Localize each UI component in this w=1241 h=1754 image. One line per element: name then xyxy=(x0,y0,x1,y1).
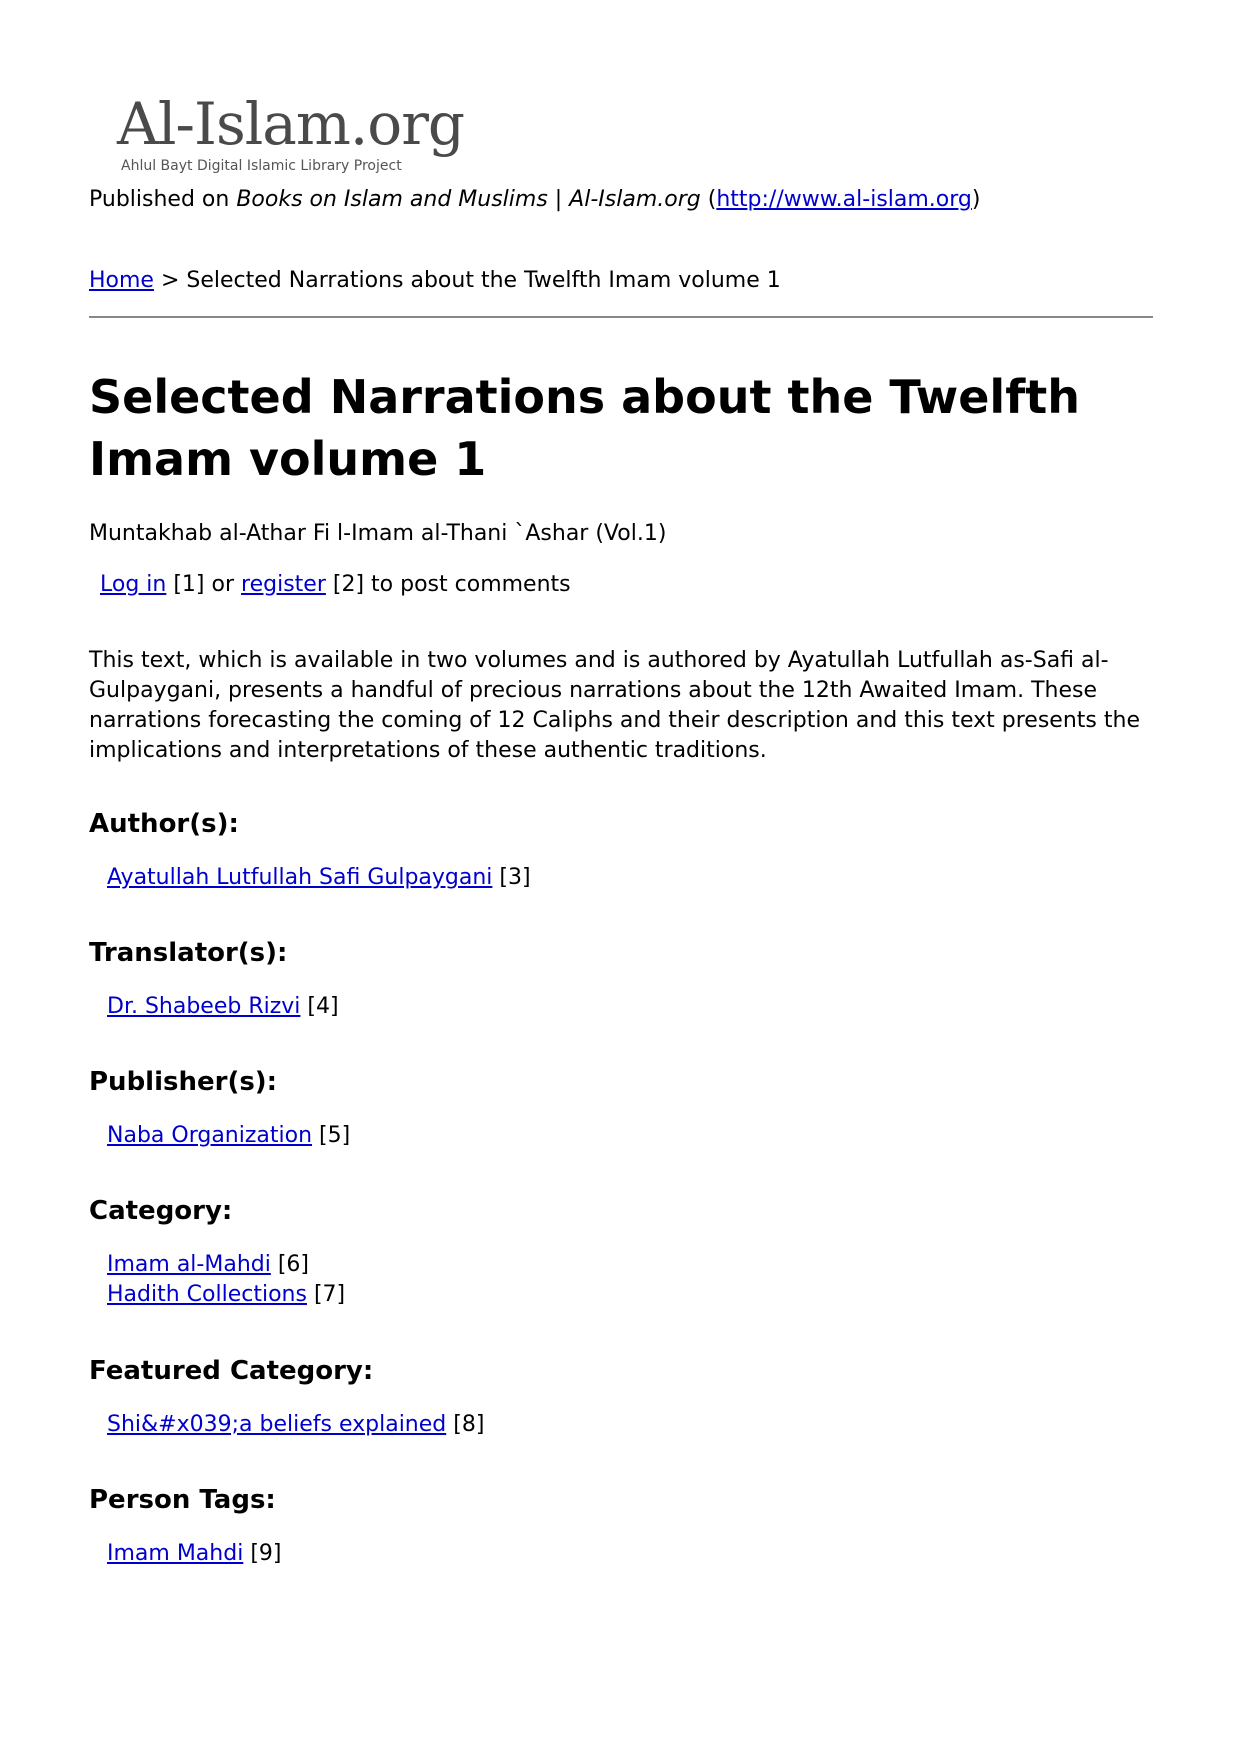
login-or: or xyxy=(211,572,235,597)
category-ref: [7] xyxy=(313,1282,346,1307)
field-items-category xyxy=(107,1250,345,1310)
login-link[interactable]: Log in xyxy=(100,572,167,597)
list-item xyxy=(107,1121,350,1151)
logo-wordmark: Al-Islam.org xyxy=(117,90,465,158)
category-ref: [6] xyxy=(277,1252,310,1277)
page-subtitle: Muntakhab al-Athar Fi l-Imam al-Thani `Ashar (Vol.1) xyxy=(89,521,667,546)
featured-category-link[interactable]: Shi&#x039;a beliefs explained xyxy=(107,1412,447,1437)
breadcrumb-current: Selected Narrations about the Twelfth Imam volume 1 xyxy=(186,268,781,293)
publisher-ref: [5] xyxy=(319,1123,351,1148)
book-description: This text, which is available in two volumes and is authored by Ayatullah Lutfullah as-Safi al-Gulpaygani, presents a handful of precious narrations about the 12th Awaited Imam. These narrations forecasting the coming of 12 Caliphs and their description and this text presents the implications and interpretations of these authentic traditions. xyxy=(89,648,1140,763)
field-items-authors xyxy=(107,863,531,893)
published-site-name: Books on Islam and Muslims | Al-Islam.org xyxy=(236,187,701,212)
breadcrumb-separator: > xyxy=(160,268,180,293)
category-link[interactable]: Hadith Collections xyxy=(107,1282,307,1307)
list-item xyxy=(107,1280,345,1310)
field-label-authors: Author(s): xyxy=(89,809,239,839)
published-on-line xyxy=(89,186,980,214)
field-items-person-tags xyxy=(107,1539,281,1569)
list-item xyxy=(107,1539,281,1569)
field-label-featured-category: Featured Category: xyxy=(89,1356,374,1386)
featured-category-ref: [8] xyxy=(453,1412,485,1437)
author-link[interactable]: Ayatullah Lutfullah Safi Gulpaygani xyxy=(107,865,493,890)
category-link[interactable]: Imam al-Mahdi xyxy=(107,1252,271,1277)
field-label-publishers: Publisher(s): xyxy=(89,1067,278,1097)
field-items-featured-category xyxy=(107,1410,484,1440)
header-divider xyxy=(89,316,1153,318)
translator-ref: [4] xyxy=(307,994,339,1019)
login-ref: [1] xyxy=(173,572,205,597)
published-prefix: Published on xyxy=(89,187,230,212)
published-paren-open: ( xyxy=(707,187,717,212)
list-item xyxy=(107,1250,345,1280)
field-items-translators xyxy=(107,992,339,1022)
login-prompt xyxy=(100,571,571,599)
person-tag-link[interactable]: Imam Mahdi xyxy=(107,1541,244,1566)
page-title: Selected Narrations about the Twelfth Imam volume 1 xyxy=(89,370,1080,486)
breadcrumb xyxy=(89,267,781,295)
field-label-translators: Translator(s): xyxy=(89,938,288,968)
translator-link[interactable]: Dr. Shabeeb Rizvi xyxy=(107,994,301,1019)
logo-tagline: Ahlul Bayt Digital Islamic Library Project xyxy=(121,158,402,174)
register-link[interactable]: register xyxy=(241,572,326,597)
field-items-publishers xyxy=(107,1121,350,1151)
list-item xyxy=(107,992,339,1022)
author-ref: [3] xyxy=(499,865,531,890)
breadcrumb-home-link[interactable]: Home xyxy=(89,268,154,293)
published-url-link[interactable]: http://www.al-islam.org xyxy=(716,187,972,212)
published-paren-close: ) xyxy=(971,187,981,212)
register-ref: [2] xyxy=(332,572,365,597)
field-label-person-tags: Person Tags: xyxy=(89,1485,276,1515)
person-tag-ref: [9] xyxy=(250,1541,282,1566)
field-label-category: Category: xyxy=(89,1196,233,1226)
list-item xyxy=(107,863,531,893)
list-item xyxy=(107,1410,484,1440)
login-suffix: to post comments xyxy=(371,572,571,597)
site-logo[interactable] xyxy=(117,92,557,182)
publisher-link[interactable]: Naba Organization xyxy=(107,1123,313,1148)
